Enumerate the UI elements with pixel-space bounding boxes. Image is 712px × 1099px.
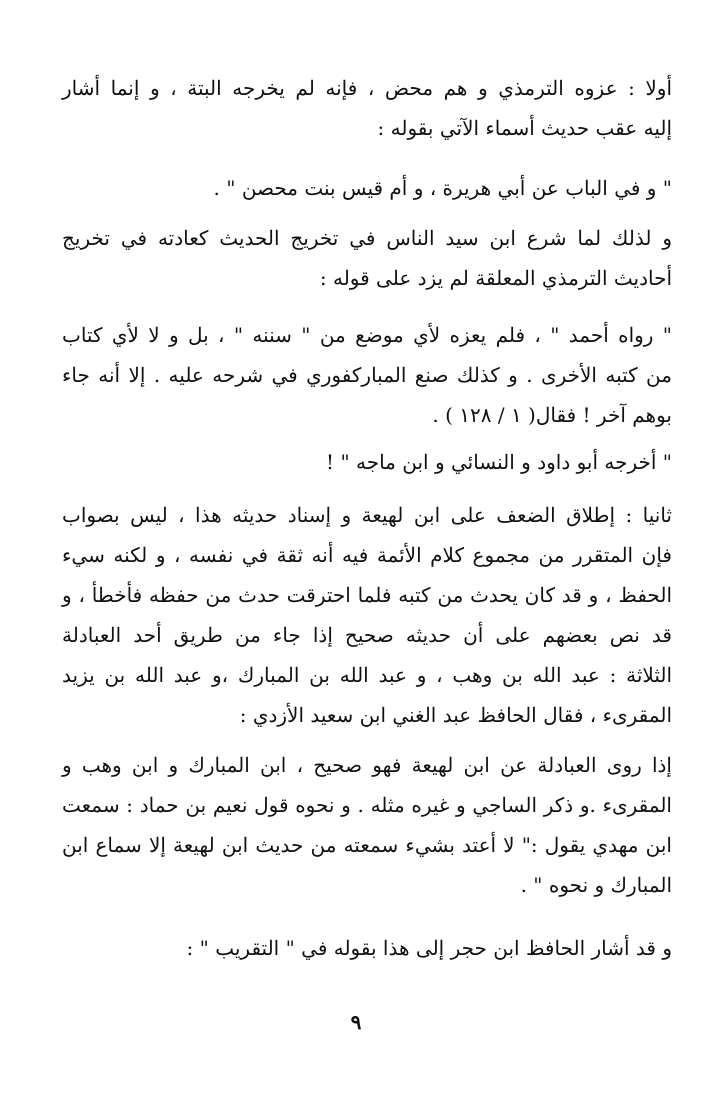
text-line: و قد أشار الحافظ ابن حجر إلى هذا بقوله في " التقريب " : bbox=[186, 936, 672, 960]
paragraph-ibn-sayyid-al-nas bbox=[62, 218, 672, 298]
text-line: الثلاثة : عبد الله بن وهب ، و عبد الله بن المبارك ،و عبد الله بن يزيد bbox=[62, 663, 672, 687]
text-line: " و في الباب عن أبي هريرة ، و أم قيس بنت محصن " . bbox=[213, 176, 672, 200]
text-line: قد نص بعضهم على أن حديثه صحيح إذا جاء من طريق أحد العبادلة bbox=[62, 623, 672, 647]
text-line: إليه عقب حديث أسماء الآتي بقوله : bbox=[377, 116, 672, 140]
paragraph-second-point bbox=[62, 495, 672, 735]
text-line: بوهم آخر ! فقال( ١ / ١٢٨ ) . bbox=[432, 403, 672, 427]
paragraph-abadila-quote bbox=[62, 745, 672, 905]
quote-abu-dawud bbox=[62, 442, 672, 482]
text-line: و لذلك لما شرع ابن سيد الناس في تخريج الحديث كعادته في تخريج bbox=[62, 226, 672, 250]
text-line: " رواه أحمد " ، فلم يعزه لأي موضع من " سننه " ، بل و لا لأي كتاب bbox=[62, 323, 672, 347]
text-line: من كتبه الأخرى . و كذلك صنع المباركفوري في شرحه عليه . إلا أنه جاء bbox=[62, 363, 672, 387]
text-line: المبارك و نحوه " . bbox=[520, 873, 672, 897]
text-line: أولا : عزوه الترمذي و هم محض ، فإنه لم يخرجه البتة ، و إنما أشار bbox=[62, 76, 672, 100]
text-line: المقرىء .و ذكر الساجي و غيره مثله . و نحوه قول نعيم بن حماد : سمعت bbox=[62, 793, 672, 817]
paragraph-ibn-hajar bbox=[62, 928, 672, 968]
text-line: ابن مهدي يقول :" لا أعتد بشيء سمعته من حديث ابن لهيعة إلا سماع ابن bbox=[62, 833, 672, 857]
page-number: ٩ bbox=[350, 1010, 362, 1034]
text-line: أحاديث الترمذي المعلقة لم يزد على قوله : bbox=[319, 266, 672, 290]
text-line: إذا روى العبادلة عن ابن لهيعة فهو صحيح ، ابن المبارك و ابن وهب و bbox=[62, 753, 672, 777]
text-line: الحفظ ، و قد كان يحدث من كتبه فلما احترقت حدث من حفظه فأخطأ ، و bbox=[62, 583, 672, 607]
text-line: المقرىء ، فقال الحافظ عبد الغني ابن سعيد الأزدي : bbox=[239, 703, 672, 727]
text-line: " أخرجه أبو داود و النسائي و ابن ماجه " ! bbox=[326, 450, 672, 474]
paragraph-first-point bbox=[62, 68, 672, 148]
text-line: فإن المتقرر من مجموع كلام الأئمة فيه أنه ثقة في نفسه ، و لكنه سيء bbox=[62, 543, 672, 567]
text-line: ثانيا : إطلاق الضعف على ابن لهيعة و إسناد حديثه هذا ، ليس بصواب bbox=[62, 503, 672, 527]
quote-abu-hurayra bbox=[62, 168, 672, 208]
paragraph-rawahu-ahmad bbox=[62, 315, 672, 435]
